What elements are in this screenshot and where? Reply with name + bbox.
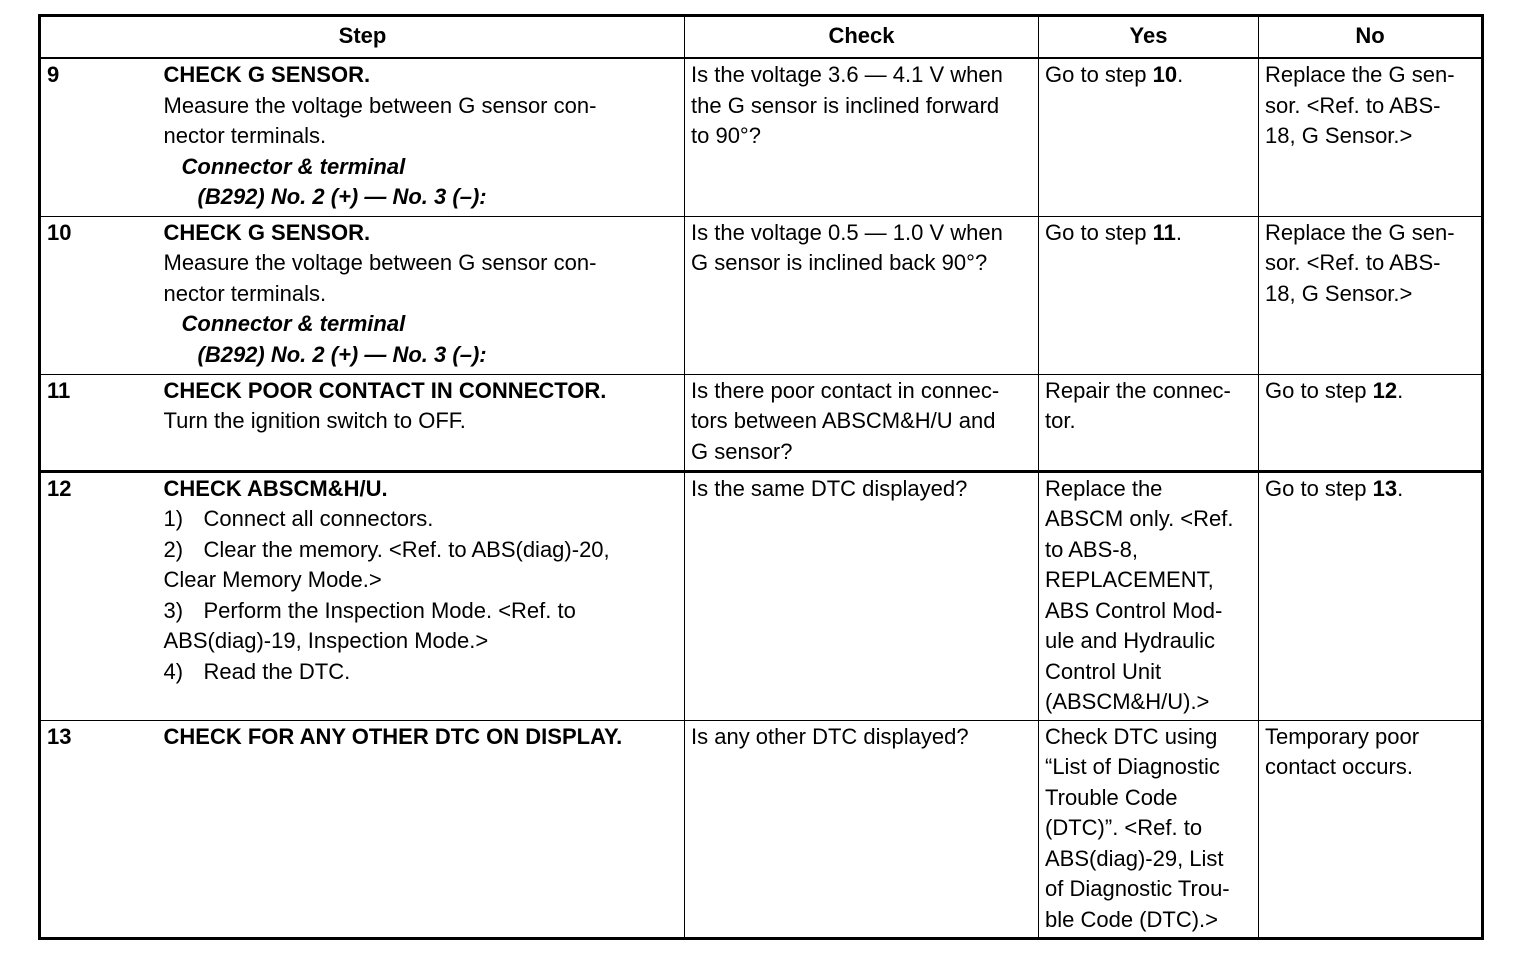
list-text: Clear the memory. <Ref. to ABS(diag)-20, [203,536,610,562]
table-row [40,58,1483,216]
check-text: Is the voltage 3.6 — 4.1 V when [691,62,1003,87]
list-text-continued: ABS(diag)-19, Inspection Mode.> [163,628,489,653]
check-cell [685,720,1039,939]
yes-text: REPLACEMENT, [1045,567,1214,592]
yes-text: Replace the [1045,475,1163,501]
no-step-ref: 12 [1372,377,1398,403]
check-text: the G sensor is inclined forward [691,92,1000,118]
no-text-end: . [1397,377,1404,403]
no-text: Replace the G sen- [1265,62,1455,87]
list-text: Read the DTC. [203,658,351,684]
no-text-end: . [1397,475,1404,501]
yes-text: ABS(diag)-29, List [1045,845,1224,871]
step-text: nector terminals. [163,123,327,148]
no-text: Go to step [1265,475,1373,501]
list-number: 2) [163,536,184,562]
no-cell [1259,374,1483,471]
yes-step-ref: 10 [1152,62,1178,87]
no-text: 18, G Sensor.> [1265,123,1413,148]
no-cell [1259,58,1483,216]
yes-text: Control Unit [1045,658,1162,684]
no-text: sor. <Ref. to ABS- [1265,92,1441,118]
header-check: Check [685,16,1039,59]
yes-step-ref: 11 [1152,219,1176,245]
yes-cell [1039,720,1259,939]
check-text: tors between ABSCM&H/U and [691,408,996,433]
check-text: Is the voltage 0.5 — 1.0 V when [691,219,1003,245]
step-number: 12 [40,471,158,720]
no-step-ref: 13 [1372,475,1398,501]
yes-text: Repair the connec- [1045,377,1231,403]
table-row [40,374,1483,471]
connector-value: (B292) No. 2 (+) — No. 3 (–): [197,184,487,209]
step-title: CHECK G SENSOR. [163,62,371,87]
check-cell [685,216,1039,374]
yes-cell [1039,471,1259,720]
header-step: Step [40,16,685,59]
yes-cell [1039,58,1259,216]
check-text: G sensor? [691,438,793,464]
step-text: Measure the voltage between G sensor con- [163,92,597,118]
check-text: G sensor is inclined back 90°? [691,250,988,275]
step-title: CHECK POOR CONTACT IN CONNECTOR. [163,377,607,403]
check-cell [685,58,1039,216]
table-row [40,720,1483,939]
step-number: 11 [40,374,158,471]
yes-cell [1039,374,1259,471]
list-text: Perform the Inspection Mode. <Ref. to [203,597,576,623]
connector-value: (B292) No. 2 (+) — No. 3 (–): [197,341,487,367]
no-cell [1259,720,1483,939]
step-description [158,374,685,471]
connector-label: Connector & terminal [181,153,406,179]
check-text: Is the same DTC displayed? [691,475,968,501]
yes-text: “List of Diagnostic [1045,754,1220,779]
list-item [164,596,679,627]
yes-text: to ABS-8, [1045,536,1138,562]
check-text: Is there poor contact in connec- [691,377,1000,403]
step-title: CHECK ABSCM&H/U. [163,475,388,501]
yes-text: ble Code (DTC).> [1045,906,1219,932]
list-number: 1) [163,506,184,531]
step-text: Measure the voltage between G sensor con- [163,250,597,275]
yes-text: Trouble Code [1045,784,1178,810]
list-number: 3) [163,597,184,623]
list-number: 4) [163,658,184,684]
yes-text: tor. [1045,408,1076,433]
no-text: contact occurs. [1265,754,1413,779]
check-text: Is any other DTC displayed? [691,723,969,749]
step-number: 10 [40,216,158,374]
step-text: nector terminals. [163,280,327,306]
yes-text: (DTC)”. <Ref. to [1045,815,1203,840]
header-yes: Yes [1039,16,1259,59]
list-item [164,535,679,566]
step-description [158,216,685,374]
check-cell [685,471,1039,720]
no-text: Go to step [1265,377,1373,403]
yes-text: ABSCM only. <Ref. [1045,506,1234,531]
yes-text: ule and Hydraulic [1045,628,1215,653]
step-number: 9 [40,58,158,216]
yes-text: ABS Control Mod- [1045,597,1223,623]
step-text: Turn the ignition switch to OFF. [163,408,466,433]
list-item [164,657,679,688]
connector-label: Connector & terminal [181,311,406,336]
header-row [40,16,1483,59]
step-title: CHECK FOR ANY OTHER DTC ON DISPLAY. [163,723,623,749]
no-cell [1259,471,1483,720]
table-row [40,471,1483,720]
yes-text: Check DTC using [1045,723,1218,749]
yes-text: Go to step [1045,62,1153,87]
yes-cell [1039,216,1259,374]
list-item [164,504,679,535]
list-text-continued: Clear Memory Mode.> [163,567,382,592]
yes-text: Go to step [1045,219,1153,245]
yes-text-end: . [1175,219,1183,245]
diagnostic-table [38,14,1484,940]
yes-text: (ABSCM&H/U).> [1045,689,1210,714]
step-description [158,58,685,216]
list-text: Connect all connectors. [203,506,434,531]
no-cell [1259,216,1483,374]
check-cell [685,374,1039,471]
yes-text: of Diagnostic Trou- [1045,876,1230,901]
step-number: 13 [40,720,158,939]
no-text: 18, G Sensor.> [1265,280,1413,306]
check-text: to 90°? [691,123,761,148]
no-text: Replace the G sen- [1265,219,1455,245]
table-row [40,216,1483,374]
no-text: sor. <Ref. to ABS- [1265,250,1441,275]
step-title: CHECK G SENSOR. [163,219,371,245]
yes-text-end: . [1177,62,1184,87]
step-description [158,720,685,939]
header-no: No [1259,16,1483,59]
no-text: Temporary poor [1265,723,1420,749]
step-description [158,471,685,720]
